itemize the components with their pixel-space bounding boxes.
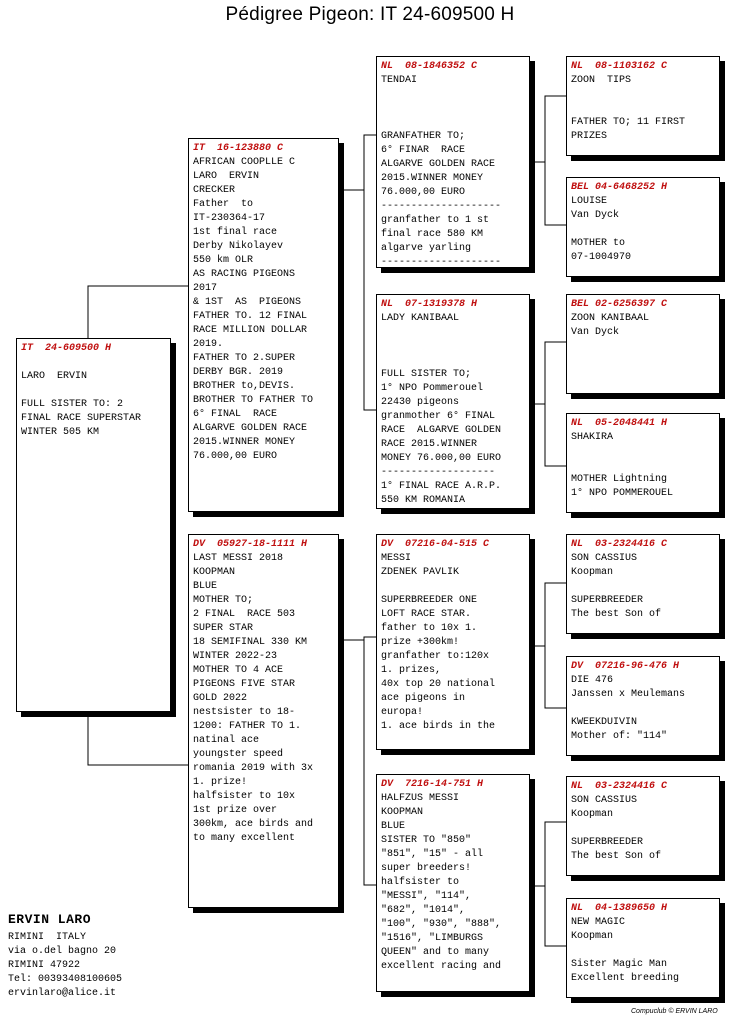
pigeon-details: SON CASSIUS Koopman SUPERBREEDER The best Son of (571, 795, 662, 862)
ring-number: NL 04-1389650 H (571, 903, 668, 914)
ring-number: NL 03-2324416 C (571, 781, 668, 792)
pigeon-details: LAST MESSI 2018 KOOPMAN BLUE MOTHER TO; 2 FINAL RACE 503 SUPER STAR 18 SEMIFINAL 330 KM WINTER 2022-23 MOTHER TO 4 ACE PIGEONS FIVE STAR GOLD 2022 nestsister to 18- 1200: FATHER TO 1. natinal ace youngster speed romania 2019 with 3x 1. prize! halfsister to 10x 1st prize over 300km, ace birds and to many excellent (193, 553, 314, 844)
subject-card[interactable] (16, 338, 171, 712)
great-grandparent-card[interactable] (566, 534, 720, 634)
ring-number: DV 07216-04-515 C (381, 539, 490, 550)
great-grandparent-card[interactable] (566, 56, 720, 156)
pigeon-details: LOUISE Van Dyck MOTHER to 07-1004970 (571, 196, 632, 263)
software-credit: Compuclub © ERVIN LARO (631, 1008, 718, 1015)
pigeon-details: SHAKIRA MOTHER Lightning 1° NPO POMMEROUEL (571, 432, 674, 499)
ring-number: DV 7216-14-751 H (381, 779, 484, 790)
pigeon-details: DIE 476 Janssen x Meulemans KWEEKDUIVIN Mother of: "114" (571, 675, 686, 742)
pigeon-details: AFRICAN COOPLLE C LARO ERVIN CRECKER Father to IT-230364-17 1st final race Derby Nikolayev 550 km OLR AS RACING PIGEONS 2017 & 1ST AS PIGEONS FATHER TO. 12 FINAL RACE MILLION DOLLAR 2019. FATHER TO 2.SUPER DERBY BGR. 2019 BROTHER to,DEVIS. BROTHER TO FATHER TO 6° FINAL RACE ALGARVE GOLDEN RACE 2015.WINNER MONEY 76.000,00 EURO (193, 157, 314, 462)
pigeon-details: LARO ERVIN FULL SISTER TO: 2 FINAL RACE SUPERSTAR WINTER 505 KM (21, 371, 142, 438)
pigeon-details: HALFZUS MESSI KOOPMAN BLUE SISTER TO "850" "851", "15" - all super breeders! halfsister to "MESSI", "114", "682", "1014", "100", "930", "888", "1516", "LIMBURGS QUEEN" and to many excellent racing and (381, 793, 502, 972)
ring-number: NL 03-2324416 C (571, 539, 668, 550)
owner-phone: Tel: 00393408100605 (8, 974, 123, 985)
ring-number: IT 24-609500 H (21, 343, 112, 354)
ring-number: DV 07216-96-476 H (571, 661, 680, 672)
pigeon-details: SON CASSIUS Koopman SUPERBREEDER The best Son of (571, 553, 662, 620)
ring-number: BEL 02-6256397 C (571, 299, 668, 310)
pigeon-details: LADY KANIBAAL FULL SISTER TO; 1° NPO Pommerouel 22430 pigeons granmother 6° FINAL RACE ALGARVE GOLDEN RACE 2015.WINNER MONEY 76.000,00 EURO ------------------- 1° FINAL RACE A.R.P. 550 KM ROMANIA (381, 313, 502, 506)
ring-number: IT 16-123880 C (193, 143, 284, 154)
ring-number: NL 07-1319378 H (381, 299, 478, 310)
great-grandparent-card[interactable] (566, 294, 720, 394)
father-card[interactable] (188, 138, 339, 512)
owner-info (8, 913, 122, 1001)
paternal-grandfather-card[interactable] (376, 56, 530, 268)
pigeon-details: TENDAI GRANFATHER TO; 6° FINAR RACE ALGARVE GOLDEN RACE 2015.WINNER MONEY 76.000,00 EURO -------------------- granfather to 1 st final race 580 KM algarve yarling -------------------- (381, 75, 502, 268)
great-grandparent-card[interactable] (566, 656, 720, 756)
pigeon-details: ZOON KANIBAAL Van Dyck (571, 313, 650, 338)
owner-email[interactable]: ervinlaro@alice.it (8, 988, 117, 999)
maternal-grandmother-card[interactable] (376, 774, 530, 992)
page-title: Pédigree Pigeon: IT 24-609500 H (225, 4, 515, 25)
pigeon-details: NEW MAGIC Koopman Sister Magic Man Excellent breeding (571, 917, 680, 984)
ring-number: NL 08-1103162 C (571, 61, 668, 72)
paternal-grandmother-card[interactable] (376, 294, 530, 509)
ring-number: BEL 04-6468252 H (571, 182, 668, 193)
great-grandparent-card[interactable] (566, 898, 720, 998)
ring-number: NL 08-1846352 C (381, 61, 478, 72)
pigeon-details: ZOON TIPS FATHER TO; 11 FIRST PRIZES (571, 75, 686, 142)
ring-number: NL 05-2048441 H (571, 418, 668, 429)
pigeon-details: MESSI ZDENEK PAVLIK SUPERBREEDER ONE LOFT RACE STAR. father to 10x 1. prize +300km! granfather to:120x 1. prizes, 40x top 20 national ace pigeons in europa! 1. ace birds in the (381, 553, 496, 732)
owner-city: RIMINI 47922 (8, 960, 81, 971)
ring-number: DV 05927-18-1111 H (193, 539, 308, 550)
great-grandparent-card[interactable] (566, 177, 720, 277)
owner-location: RIMINI ITALY (8, 932, 87, 943)
maternal-grandfather-card[interactable] (376, 534, 530, 750)
great-grandparent-card[interactable] (566, 776, 720, 876)
great-grandparent-card[interactable] (566, 413, 720, 513)
owner-street: via o.del bagno 20 (8, 946, 117, 957)
mother-card[interactable] (188, 534, 339, 908)
owner-name: ERVIN LARO (8, 912, 92, 927)
